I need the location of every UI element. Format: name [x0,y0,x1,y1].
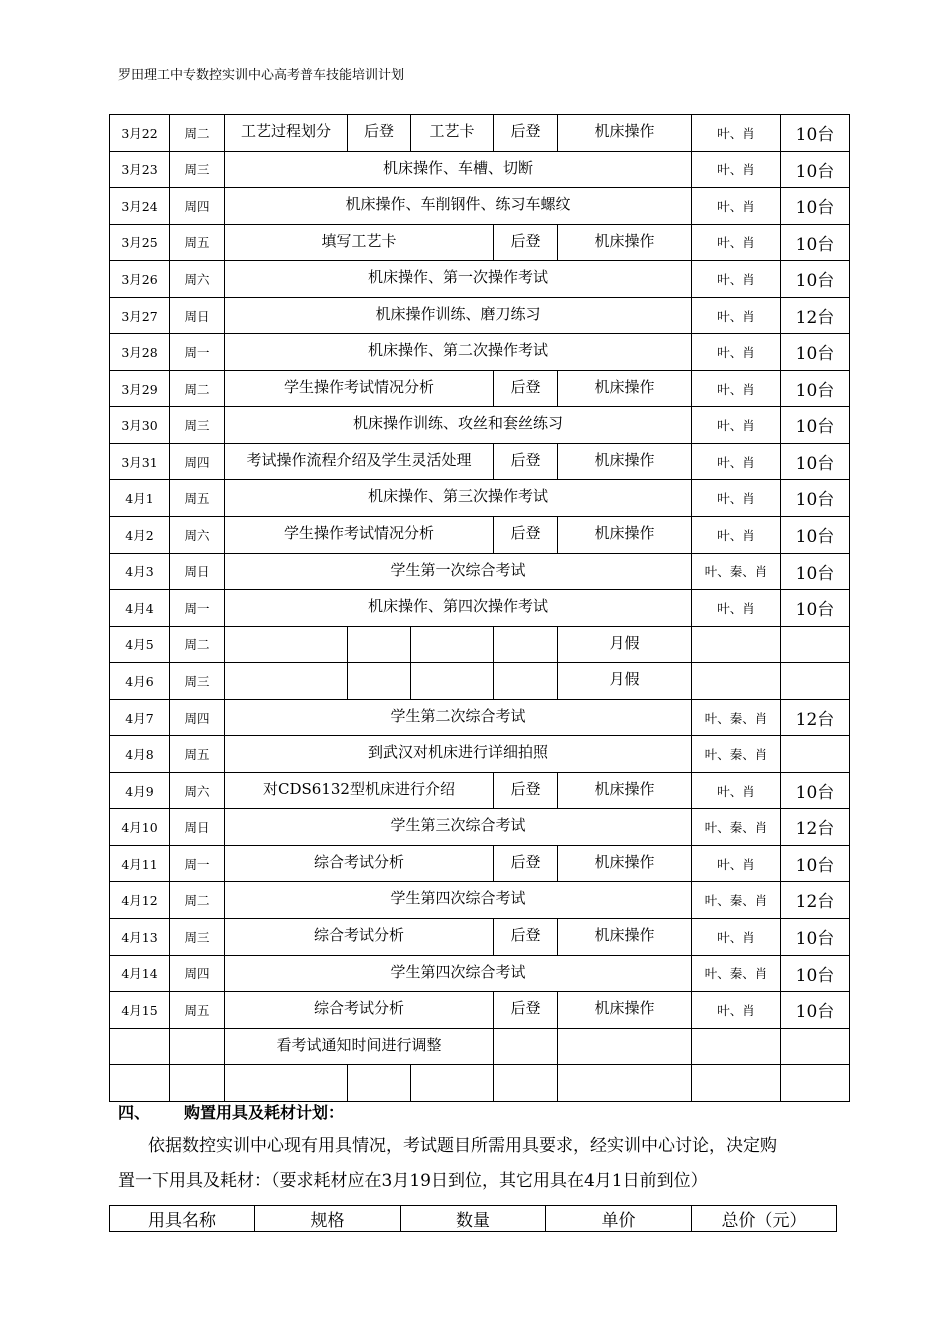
content-cell: 综合考试分析 [225,919,494,956]
date-cell: 4月14 [110,955,170,992]
column-header: 单价 [546,1206,692,1232]
content-cell: 后登 [348,115,411,152]
content-cell: 机床操作 [558,992,692,1029]
weekday-cell: 周三 [170,663,225,700]
machine-count-cell: 10台 [781,188,850,225]
table-row [110,772,850,809]
content-cell: 后登 [494,845,558,882]
machine-count-cell: 12台 [781,297,850,334]
content-cell: 学生第一次综合考试 [225,553,692,590]
paragraph-line: 依据数控实训中心现有用具情况，考试题目所需用具要求，经实训中心讨论，决定购 [148,1136,777,1156]
content-cell: 机床操作 [558,919,692,956]
teacher-cell: 叶、肖 [692,590,781,627]
content-cell: 月假 [558,663,692,700]
table-row [110,188,850,225]
machine-count-cell: 10台 [781,772,850,809]
content-cell: 机床操作 [558,370,692,407]
empty-cell [781,626,850,663]
empty-cell [558,1065,692,1102]
weekday-cell: 周四 [170,955,225,992]
teacher-cell: 叶、肖 [692,115,781,152]
teacher-cell: 叶、肖 [692,919,781,956]
weekday-cell: 周日 [170,809,225,846]
table-row [110,443,850,480]
teacher-cell: 叶、秦、肖 [692,955,781,992]
section-heading [118,1100,344,1123]
teacher-cell: 叶、秦、肖 [692,736,781,773]
teacher-cell: 叶、肖 [692,188,781,225]
date-cell: 4月12 [110,882,170,919]
table-row [110,553,850,590]
table-row [110,992,850,1029]
date-cell: 4月10 [110,809,170,846]
machine-count-cell: 10台 [781,407,850,444]
column-header: 规格 [255,1206,401,1232]
teacher-cell: 叶、肖 [692,261,781,298]
content-cell: 学生第四次综合考试 [225,955,692,992]
content-cell: 学生第三次综合考试 [225,809,692,846]
empty-cell [692,663,781,700]
empty-cell [781,1028,850,1065]
content-cell: 月假 [558,626,692,663]
content-cell: 学生第二次综合考试 [225,699,692,736]
table-row [110,882,850,919]
date-cell: 3月23 [110,151,170,188]
content-cell: 工艺过程划分 [225,115,348,152]
empty-cell [494,626,558,663]
table-row [110,407,850,444]
machine-count-cell: 10台 [781,261,850,298]
machine-count-cell: 10台 [781,955,850,992]
table-row [110,736,850,773]
empty-cell [170,1065,225,1102]
table-row [110,261,850,298]
date-cell: 3月31 [110,443,170,480]
empty-cell [348,1065,411,1102]
teacher-cell: 叶、肖 [692,334,781,371]
content-cell: 后登 [494,443,558,480]
date-cell: 4月4 [110,590,170,627]
date-cell: 4月13 [110,919,170,956]
machine-count-cell: 12台 [781,882,850,919]
table-row [110,699,850,736]
content-cell: 后登 [494,919,558,956]
content-cell: 机床操作 [558,224,692,261]
column-header: 数量 [401,1206,546,1232]
table-row [110,224,850,261]
machine-count-cell: 10台 [781,845,850,882]
teacher-cell: 叶、肖 [692,992,781,1029]
weekday-cell: 周二 [170,626,225,663]
weekday-cell: 周二 [170,115,225,152]
table-row [110,1028,850,1065]
weekday-cell: 周一 [170,590,225,627]
machine-count-cell: 10台 [781,151,850,188]
content-cell: 机床操作、车削钢件、练习车螺纹 [225,188,692,225]
table-row [110,151,850,188]
weekday-cell: 周六 [170,772,225,809]
table-row [110,845,850,882]
date-cell: 4月2 [110,517,170,554]
content-cell: 后登 [494,115,558,152]
teacher-cell: 叶、秦、肖 [692,809,781,846]
weekday-cell: 周六 [170,261,225,298]
date-cell: 3月30 [110,407,170,444]
content-cell: 后登 [494,772,558,809]
date-cell: 4月8 [110,736,170,773]
adjustment-note-cell: 看考试通知时间进行调整 [225,1028,494,1065]
weekday-cell: 周三 [170,919,225,956]
date-cell: 3月28 [110,334,170,371]
machine-count-cell: 10台 [781,480,850,517]
empty-cell [692,1065,781,1102]
teacher-cell: 叶、肖 [692,151,781,188]
content-cell: 机床操作 [558,115,692,152]
machine-count-cell: 10台 [781,517,850,554]
section-title: 购置用具及耗材计划： [184,1103,345,1122]
table-row [110,370,850,407]
machine-count-cell: 10台 [781,334,850,371]
table-row [110,115,850,152]
machine-count-cell: 12台 [781,699,850,736]
content-cell: 综合考试分析 [225,845,494,882]
date-cell: 4月5 [110,626,170,663]
teacher-cell: 叶、肖 [692,370,781,407]
empty-cell [494,1065,558,1102]
date-cell: 4月11 [110,845,170,882]
table-row [110,663,850,700]
content-cell: 机床操作、第三次操作考试 [225,480,692,517]
date-cell: 4月9 [110,772,170,809]
weekday-cell: 周二 [170,370,225,407]
table-row [110,809,850,846]
teacher-cell: 叶、肖 [692,443,781,480]
teacher-cell: 叶、肖 [692,845,781,882]
table-row [110,955,850,992]
empty-cell [411,1065,494,1102]
machine-count-cell: 10台 [781,590,850,627]
machine-count-cell: 10台 [781,919,850,956]
content-cell: 机床操作、第四次操作考试 [225,590,692,627]
empty-cell [225,1065,348,1102]
date-cell: 3月22 [110,115,170,152]
content-cell: 后登 [494,224,558,261]
date-cell: 3月29 [110,370,170,407]
tools-purchase-table [109,1205,837,1232]
machine-count-cell: 10台 [781,224,850,261]
date-cell: 4月6 [110,663,170,700]
content-cell: 机床操作、第一次操作考试 [225,261,692,298]
teacher-cell: 叶、肖 [692,480,781,517]
content-cell: 对CDS6132型机床进行介绍 [225,772,494,809]
date-cell: 3月24 [110,188,170,225]
machine-count-cell: 12台 [781,809,850,846]
machine-count-cell: 10台 [781,370,850,407]
date-cell: 4月7 [110,699,170,736]
machine-count-cell: 10台 [781,115,850,152]
content-cell: 填写工艺卡 [225,224,494,261]
teacher-cell: 叶、肖 [692,772,781,809]
weekday-cell: 周三 [170,407,225,444]
content-cell: 机床操作、车槽、切断 [225,151,692,188]
teacher-cell: 叶、秦、肖 [692,699,781,736]
teacher-cell: 叶、秦、肖 [692,553,781,590]
empty-cell [110,1065,170,1102]
document-header: 罗田理工中专数控实训中心高考普车技能培训计划 [118,68,405,83]
content-cell: 综合考试分析 [225,992,494,1029]
date-cell: 3月27 [110,297,170,334]
empty-cell [781,1065,850,1102]
column-header: 用具名称 [110,1206,255,1232]
weekday-cell: 周三 [170,151,225,188]
teacher-cell: 叶、秦、肖 [692,882,781,919]
weekday-cell: 周五 [170,480,225,517]
empty-cell [225,663,348,700]
weekday-cell: 周五 [170,736,225,773]
paragraph-line: 置一下用具及耗材：（要求耗材应在3月19日到位，其它用具在4月1日前到位） [118,1171,708,1191]
content-cell: 学生操作考试情况分析 [225,517,494,554]
table-row [110,1065,850,1102]
content-cell: 学生操作考试情况分析 [225,370,494,407]
weekday-cell: 周日 [170,553,225,590]
weekday-cell: 周四 [170,443,225,480]
weekday-cell: 周五 [170,224,225,261]
weekday-cell: 周一 [170,334,225,371]
content-cell: 到武汉对机床进行详细拍照 [225,736,692,773]
empty-cell [494,1028,558,1065]
content-cell: 后登 [494,370,558,407]
machine-count-cell: 10台 [781,992,850,1029]
content-cell: 机床操作 [558,443,692,480]
table-row [110,590,850,627]
weekday-cell: 周五 [170,992,225,1029]
date-cell: 4月15 [110,992,170,1029]
table-row [110,297,850,334]
empty-cell [348,626,411,663]
table-row [110,480,850,517]
content-cell: 机床操作 [558,845,692,882]
date-cell: 3月25 [110,224,170,261]
weekday-cell: 周四 [170,699,225,736]
weekday-cell: 周日 [170,297,225,334]
empty-cell [225,626,348,663]
content-cell: 后登 [494,992,558,1029]
table-row [110,334,850,371]
machine-count-cell [781,736,850,773]
table-row [110,626,850,663]
teacher-cell: 叶、肖 [692,407,781,444]
content-cell: 学生第四次综合考试 [225,882,692,919]
weekday-cell: 周四 [170,188,225,225]
teacher-cell: 叶、肖 [692,297,781,334]
empty-cell [411,626,494,663]
empty-cell [494,663,558,700]
empty-cell [558,1028,692,1065]
content-cell: 机床操作 [558,517,692,554]
table-row [110,919,850,956]
content-cell: 后登 [494,517,558,554]
content-cell: 机床操作训练、磨刀练习 [225,297,692,334]
table-row [110,517,850,554]
empty-cell [348,663,411,700]
empty-cell [411,663,494,700]
date-cell: 4月1 [110,480,170,517]
training-schedule-table [109,114,850,1102]
machine-count-cell: 10台 [781,553,850,590]
weekday-cell: 周二 [170,882,225,919]
machine-count-cell: 10台 [781,443,850,480]
content-cell: 工艺卡 [411,115,494,152]
date-cell: 3月26 [110,261,170,298]
content-cell: 机床操作 [558,772,692,809]
content-cell: 考试操作流程介绍及学生灵活处理 [225,443,494,480]
teacher-cell: 叶、肖 [692,224,781,261]
empty-cell [781,663,850,700]
content-cell: 机床操作、第二次操作考试 [225,334,692,371]
content-cell: 机床操作训练、攻丝和套丝练习 [225,407,692,444]
empty-cell [692,626,781,663]
column-header: 总价（元） [692,1206,837,1232]
section-number: 四、 [118,1103,151,1122]
date-cell: 4月3 [110,553,170,590]
weekday-cell: 周六 [170,517,225,554]
empty-cell [110,1028,170,1065]
teacher-cell: 叶、肖 [692,517,781,554]
table-header-row [110,1206,837,1232]
empty-cell [692,1028,781,1065]
weekday-cell: 周一 [170,845,225,882]
empty-cell [170,1028,225,1065]
